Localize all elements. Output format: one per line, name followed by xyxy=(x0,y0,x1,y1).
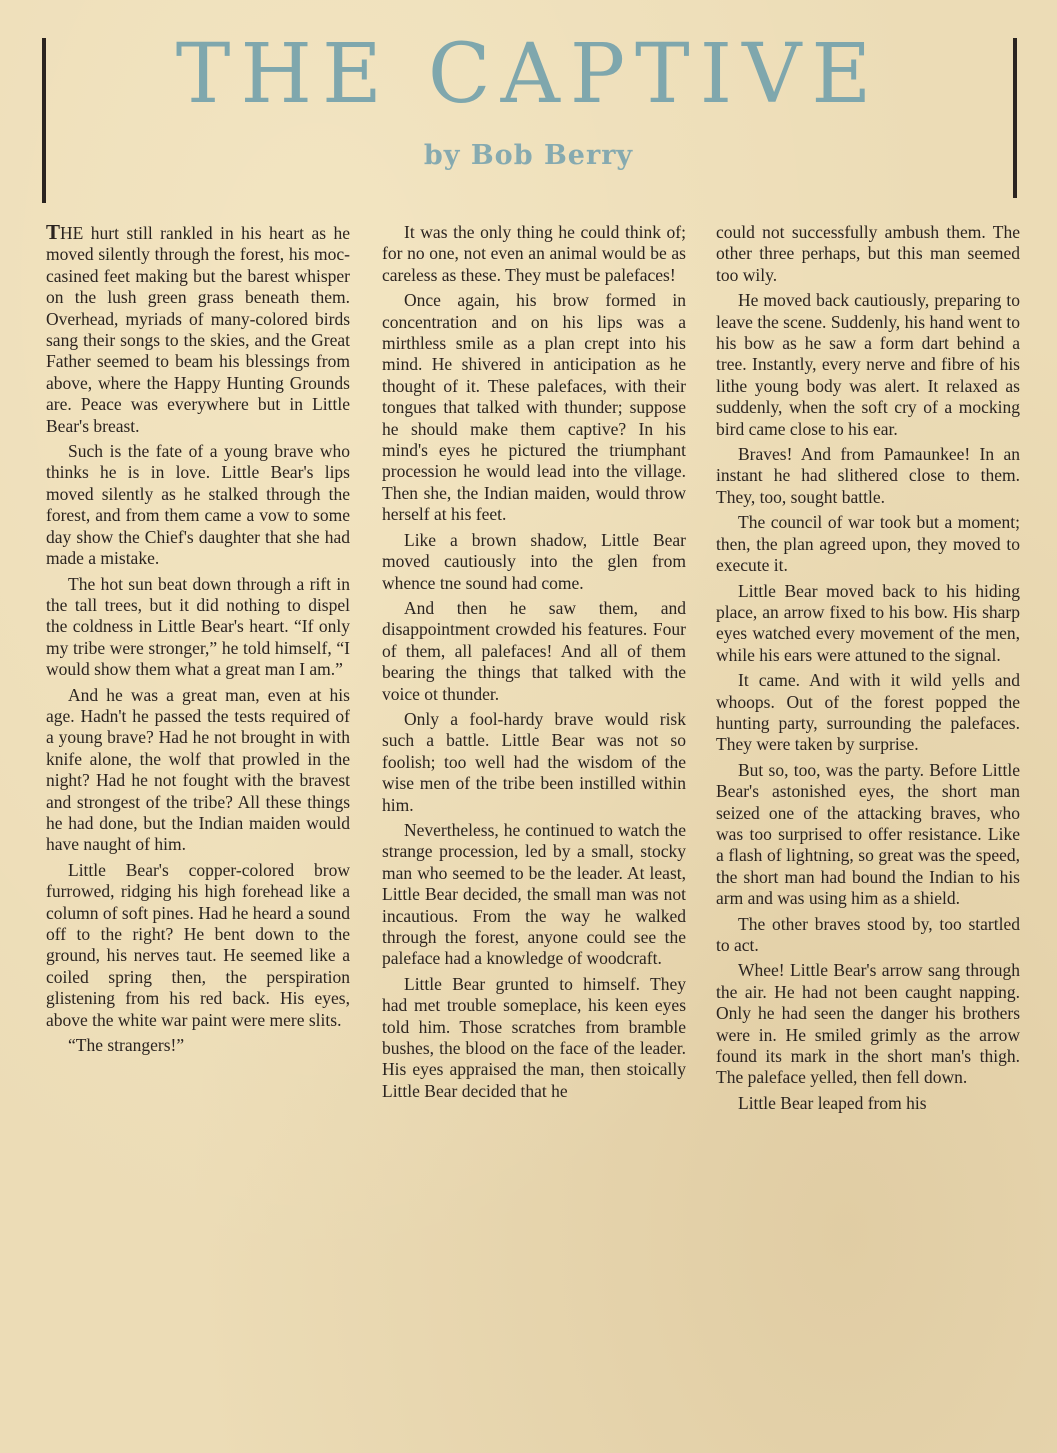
paragraph xyxy=(382,222,686,286)
paragraph-text: It came. And with it wild yells and whoops. Out of the forest popped the hunting party, surrounding the palefaces. They were taken by surprise. xyxy=(716,670,1020,755)
paragraph xyxy=(716,960,1020,1088)
drop-cap: T xyxy=(46,222,61,244)
paragraph xyxy=(382,709,686,816)
paragraph-text: The hot sun beat down through a rift in the tall trees, but it did nothing to dispel the coldness in Little Bear's heart. “If only my tribe were stronger,” he told himself, “I would show them what a great man I am.” xyxy=(46,573,350,680)
paragraph xyxy=(716,914,1020,957)
paragraph xyxy=(382,820,686,970)
paragraph-text: He moved back cautiously, preparing to leave the scene. Suddenly, his hand went to his bow as he saw a form dart behind a tree. Instantly, every nerve and fibre of his lithe young body was alert. It relaxed as suddenly, when the soft cry of a mocking bird came close to his ear. xyxy=(716,290,1020,439)
paragraph-text: And then he saw them, and disappointment crowded his features. Four of them, all palefaces! And all of them bearing the things that talked with the voice ot thunder. xyxy=(382,597,686,704)
paragraph-text: Braves! And from Pamaunkee! In an instant he had slithered close to them. They, too, sought battle. xyxy=(716,444,1020,507)
paragraph-text: Only a fool-hardy brave would risk such a battle. Little Bear was not so foolish; too well had the wisdom of the wise men of the tribe been instilled within him. xyxy=(382,708,686,815)
paragraph xyxy=(716,1093,1020,1114)
paragraph-text: And he was a great man, even at his age. Hadn't he passed the tests required of a young brave? Had he not brought in with knife alone, the wolf that prowled in the night? Had he not fought with the bravest and strongest of the tribe? All these things he had done, but the Indian maiden would have naught of him. xyxy=(46,684,350,855)
paragraph xyxy=(716,222,1020,286)
paragraph-text: Whee! Little Bear's arrow sang through the air. He had not been caught napping. Only he had seen the danger his brothers were in. He smiled grimly as the arrow found its mark in the short man's thigh. The paleface yelled, then fell down. xyxy=(716,960,1020,1088)
paragraph-text: Like a brown shadow, Little Bear moved cautiously into the glen from whence tne sound had come. xyxy=(382,529,686,593)
paragraph xyxy=(46,860,350,1031)
paragraph xyxy=(716,670,1020,756)
left-vertical-rule xyxy=(42,38,46,203)
paragraph-text: could not successfully ambush them. The other three perhaps, but this man seemed too wily. xyxy=(716,222,1020,285)
story-title: THE CAPTIVE xyxy=(175,27,882,122)
paragraph-text: Little Bear moved back to his hiding place, an arrow fixed to his bow. His sharp eyes watched every movement of the men, while his ears were attuned to the signal. xyxy=(716,580,1020,665)
paragraph xyxy=(382,530,686,594)
paragraph-text: Such is the fate of a young brave who thinks he is in love. Little Bear's lips moved silently as he stalked through the forest, and from them came a vow to some day show the Chief's daughter that she had made a mistake. xyxy=(46,441,350,569)
paragraph xyxy=(46,685,350,856)
paragraph xyxy=(46,574,350,681)
paragraph xyxy=(46,1035,350,1056)
paragraph-text: Nevertheless, he continued to watch the strange procession, led by a small, stocky man who seemed to be the leader. At least, Little Bear decided, the small man was not incautious. From the way he walked through the forest, anyone could see the paleface had a knowledge of woodcraft. xyxy=(382,819,686,969)
paragraph xyxy=(716,512,1020,576)
paragraph xyxy=(382,974,686,1102)
paragraph-text: The other braves stood by, too startled to act. xyxy=(716,913,1020,955)
paragraph-text: Little Bear leaped from his xyxy=(738,1092,927,1113)
paragraph xyxy=(382,290,686,525)
paragraph xyxy=(382,598,686,705)
paragraph-text: “The strangers!” xyxy=(68,1035,185,1056)
column-1 xyxy=(46,222,350,1422)
paragraph-text: But so, too, was the party. Before Little Bear's astonished eyes, the short man seized one of the attacking braves, who was too surprised to offer resistance. Like a flash of lightning, so great was the speed, the short man had bound the Indian to his arm and was using him as a shield. xyxy=(716,759,1020,909)
paragraph xyxy=(716,444,1020,508)
paragraph-text: Little Bear grunted to himself. They had met trouble someplace, his keen eyes told him. Those scratches from bramble bushes, the blood on the face of the leader. His eyes appraised the man, then stoically Little Bear decided that he xyxy=(382,973,686,1101)
paragraph xyxy=(46,222,350,437)
column-2 xyxy=(382,222,686,1422)
article-body xyxy=(40,222,1020,1422)
story-byline: by Bob Berry xyxy=(423,140,634,171)
paragraph-text: HE hurt still rankled in his heart as he moved silently through the forest, his moccasined feet making but the barest whisper on the lush green grass beneath them. Overhead, myriads of many-colored birds sang their songs to the skies, and the Great Father seemed to beam his blessings from above, where the Happy Hunting Grounds are. Peace was everywhere but in Little Bear's breast. xyxy=(46,223,350,436)
paragraph-text: Little Bear's copper-colored brow furrowed, ridging his high forehead like a column of soft pines. Had he heard a sound off to the right? He bent down to the ground, his nerves taut. He seemed like a coiled spring then, the perspiration glistening from his red back. His eyes, above the white war paint were mere slits. xyxy=(46,859,350,1030)
paragraph xyxy=(716,760,1020,910)
paragraph-text: The council of war took but a moment; then, the plan agreed upon, they moved to execute it. xyxy=(716,512,1020,576)
right-vertical-rule xyxy=(1013,38,1017,198)
paragraph xyxy=(716,581,1020,667)
paragraph-text: Once again, his brow formed in concentration and on his lips was a mirthless smile as a plan crept into his mind. He shivered in anticipation as he thought of it. These palefaces, with their tongues that talked with thunder; suppose he should make them captive? In his mind's eyes he pictured the triumphant procession he would lead into the village. Then she, the Indian maiden, would throw herself at his feet. xyxy=(382,290,686,525)
paragraph xyxy=(46,441,350,569)
paragraph-text: It was the only thing he could think of; for no one, not even an animal would be as careless as these. They must be palefaces! xyxy=(382,222,686,285)
paragraph xyxy=(716,290,1020,440)
column-3 xyxy=(716,222,1020,1422)
